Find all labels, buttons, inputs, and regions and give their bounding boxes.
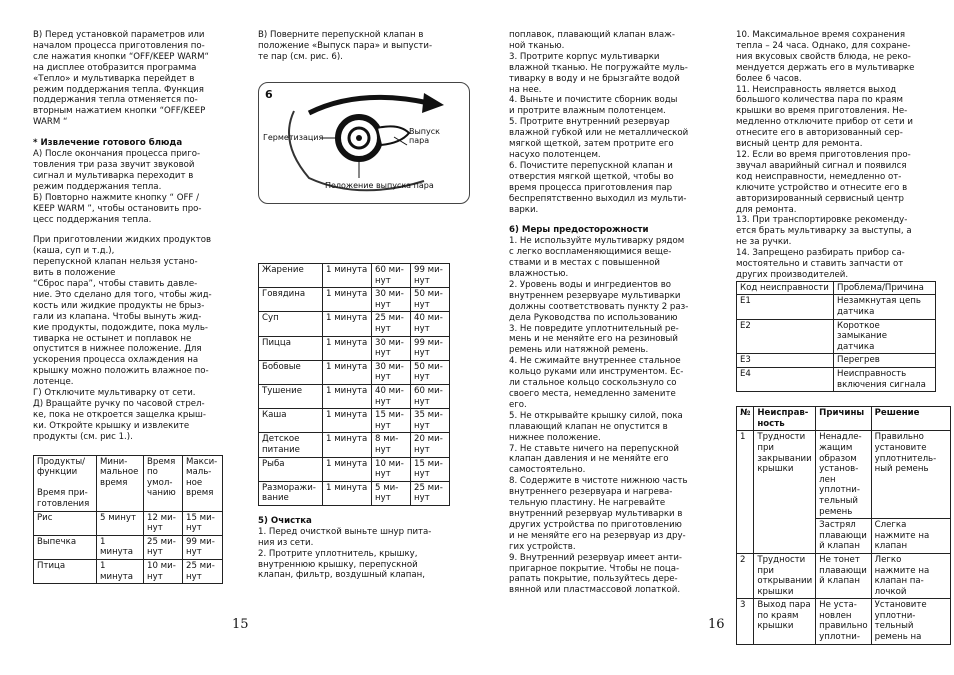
table-header-cell: Код неисправности [737, 281, 834, 295]
table-cell: E1 [737, 295, 834, 319]
table-header-cell: Макси- маль- ное время [183, 455, 223, 511]
seal-label: Герметизация [263, 133, 324, 142]
table-row [259, 312, 450, 336]
table-cell: 1 минута [323, 336, 372, 360]
table-cell: 99 ми- нут [411, 264, 450, 288]
table-cell: 40 ми- нут [372, 384, 411, 408]
table-cell: Ненадле- жащим образом установ- лен уплотни- тельный ремень [816, 431, 871, 519]
table-row [34, 511, 223, 535]
table-cell: Говядина [259, 288, 323, 312]
serving-heading: * Извлечение готового блюда [33, 138, 183, 149]
table-cell: E3 [737, 354, 834, 368]
table-row [737, 431, 951, 519]
table-row [259, 433, 450, 457]
table-cell: Выход пара по краям крышки [754, 599, 816, 644]
table-cell: 10 ми- нут [372, 457, 411, 481]
table-cell: Бобовые [259, 360, 323, 384]
table-cell: 1 минута [323, 360, 372, 384]
table-cell: 30 ми- нут [372, 336, 411, 360]
table-header-cell: Мини- мальное время [97, 455, 144, 511]
liquid-food-paragraph: При приготовлении жидких продуктов (каша, суп и т.д.), перепускной клапан нельзя устано- вить в положение “Сброс пара”, чтобы ставить давле- ние. Это сделано для того, чтобы жид- кость или жидкие продукты не брыз- гали из клапана. Чтобы вынуть жид- кие продукты, подождите, пока муль- тиварка не остынет и поплавок не опустится в нижнее положение. Для ускорения процесса охлаждения на крышку можно положить влажное по- лотенце. Г) Отключите мультиварку от сети. Д) Вращайте ручку по часовой стрел- ке, пока не откроется защелка крыш- ки. Откройте крышку и извлеките продукты (см. рис 1.). [33, 235, 212, 442]
table-cell: 40 ми- нут [411, 312, 450, 336]
troubleshooting-table [736, 406, 951, 644]
table-cell: 1 минута [323, 384, 372, 408]
page15-column-1 [33, 30, 223, 584]
table-cell: 1 минута [323, 288, 372, 312]
table-cell: Каша [259, 409, 323, 433]
table-cell: 1 минута [323, 264, 372, 288]
error-code-table [736, 281, 936, 392]
table-header-cell: № [737, 407, 754, 431]
table-cell: Суп [259, 312, 323, 336]
table-header-cell: Неисправ- ность [754, 407, 816, 431]
table-cell: 5 минут [97, 511, 144, 535]
table-cell: 60 ми- нут [372, 264, 411, 288]
table-cell: Не уста- новлен правильно уплотни- [816, 599, 871, 644]
table-cell: 1 минута [323, 481, 372, 505]
valve-lever [377, 126, 409, 145]
table-row [737, 319, 936, 354]
table-cell: 15 ми- нут [183, 511, 223, 535]
table-header-cell: Продукты/ функции Время при- готовления [34, 455, 97, 511]
table-cell: 1 минута [323, 457, 372, 481]
keep-warm-paragraph: В) Перед установкой параметров или началом процесса приготовления по- сле нажатия кнопки “OFF/KEEP WARM“ на дисплее отобразится программа «Тепло» и мультиварка перейдет в режим поддержания тепла. Функция поддержания тепла отменяется по- вторным нажатием кнопки “OFF/KEEP WARM “ [33, 30, 209, 128]
table-row [259, 336, 450, 360]
page16-column-1 [509, 30, 699, 596]
page16-column-2 [736, 30, 937, 645]
table-header-cell: Причины [816, 407, 871, 431]
page-number-15: 15 [232, 617, 249, 632]
table-cell: 99 ми- нут [411, 336, 450, 360]
table-cell: 25 ми- нут [411, 481, 450, 505]
table-cell: Застрял плавающи й клапан [816, 519, 871, 554]
table-cell: Детское питание [259, 433, 323, 457]
table-cell: 2 [737, 553, 754, 598]
table-cell: Не тонет плавающи й клапан [816, 553, 871, 598]
table-cell: Разморажи- вание [259, 481, 323, 505]
table-cell: Незамкнутая цепь датчика [834, 295, 936, 319]
table-cell: 5 ми- нут [372, 481, 411, 505]
table-cell: 1 [737, 431, 754, 554]
arrow-head-icon [422, 93, 444, 113]
table-row [737, 368, 936, 392]
table-cell: 35 ми- нут [411, 409, 450, 433]
table-cell: Жарение [259, 264, 323, 288]
table-row [34, 535, 223, 559]
table-header-row [737, 281, 936, 295]
table-row [259, 288, 450, 312]
table-row [259, 264, 450, 288]
table-cell: Установите уплотни- тельный ремень на [871, 599, 950, 644]
table-header-cell: Решение [871, 407, 950, 431]
table-cell: 1 минута [323, 409, 372, 433]
table-row [737, 553, 951, 598]
release-label: Выпуск пара [409, 127, 440, 145]
table-cell: Правильно установите уплотнитель- ный ремень [871, 431, 950, 519]
table-cell: 30 ми- нут [372, 288, 411, 312]
table-row [737, 295, 936, 319]
table-cell: 20 ми- нут [411, 433, 450, 457]
table-header-cell: Время по умол- чанию [144, 455, 183, 511]
table-cell: Птица [34, 559, 97, 583]
table-cell: 12 ми- нут [144, 511, 183, 535]
table-cell: 25 ми- нут [372, 312, 411, 336]
table-cell: Трудности при открывании крышки [754, 553, 816, 598]
steam-valve-figure [258, 82, 470, 204]
precautions-continued-paragraph: 10. Максимальное время сохранения тепла – 24 часа. Однако, для сохране- ния вкусовых свойств блюда, не реко- мендуется держать его в мультиварке более 6 часов. 11. Неисправность является выход большого количества пара по краям крышки во время приготовления. Не- медленно отключите прибор от сети и отнесите его в авторизованный сер- висный центр для ремонта. 12. Если во время приготовления про- звучал аварийный сигнал и появился код неисправности, немедленно от- ключите устройство и отнесите его в авторизированный сервисный центр для ремонта. 13. При транспортировке рекоменду- ется брать мультиварку за выступы, а не за ручки. 14. Запрещено разбирать прибор са- мостоятельно и ставить запчасти от других производителей. [736, 30, 915, 280]
table-cell: E4 [737, 368, 834, 392]
table-cell: Неисправность включения сигнала [834, 368, 936, 392]
table-cell: Слегка нажмите на клапан [871, 519, 950, 554]
precautions-paragraph: 1. Не используйте мультиварку рядом с легко воспламеняющимися веще- ствами и в местах с повышенной влажностью. 2. Уровень воды и ингредиентов во внутреннем резервуаре мультиварки должны соответствовать пункту 2 раз- дела Руководства по использованию 3. Не повредите уплотнительный ре- мень и не меняйте его на резиновый ремень или натяжной ремень. 4. Не сжимайте внутреннее стальное кольцо руками или инструментом. Ес- ли стальное кольцо соскользнуло со своего места, немедленно замените его. 5. Не открывайте крышку силой, пока плавающий клапан не опустится в нижнее положение. 7. Не ставьте ничего на перепускной клапан давления и не меняйте его самостоятельно. 8. Содержите в чистоте нижнюю часть внутреннего резервуара и нагрева- тельную пластину. Не нагревайте внутренний резервуар мультиварки в других устройства по приготовлению и не меняйте его на резервуар из дру- гих устройств. 9. Внутренний резервуар имеет анти- пригарное покрытие. Чтобы не поца- рапать покрытие, пользуйтесь дере- вянной или пластмассовой лопаткой. [509, 236, 689, 596]
table-cell: 10 ми- нут [144, 559, 183, 583]
table-cell: Рис [34, 511, 97, 535]
table-cell: 99 ми- нут [183, 535, 223, 559]
table-row [737, 354, 936, 368]
table-cell: 15 ми- нут [411, 457, 450, 481]
serving-paragraph: А) После окончания процесса приго- товления три раза звучит звуковой сигнал и мультиварка переходит в режим поддержания тепла. Б) Повторно нажмите кнопку “ OFF / KEEP WARM ”, чтобы остановить про- цесс поддержания тепла. [33, 149, 202, 225]
table-row [259, 360, 450, 384]
cooking-time-table [33, 455, 223, 585]
table-cell: 1 минута [323, 312, 372, 336]
table-header-row [737, 407, 951, 431]
table-cell: 1 минута [97, 559, 144, 583]
figure-caption: Положение выпуска пара [325, 181, 434, 190]
table-cell: 15 ми- нут [372, 409, 411, 433]
page-number-16: 16 [708, 617, 725, 632]
table-cell: E2 [737, 319, 834, 354]
table-header-row [34, 455, 223, 511]
table-cell: Пицца [259, 336, 323, 360]
table-cell: Выпечка [34, 535, 97, 559]
table-cell: Короткое замыкание датчика [834, 319, 936, 354]
table-cell: 25 ми- нут [144, 535, 183, 559]
page15-column-2-lower [258, 263, 450, 581]
table-row [259, 384, 450, 408]
precautions-heading: 6) Меры предосторожности [509, 225, 649, 236]
page15-column-2 [258, 30, 450, 63]
cleaning-paragraph: 1. Перед очисткой выньте шнур пита- ния из сети. 2. Протрите уплотнитель, крышку, внутреннюю крышку, перепускной клапан, фильтр, воздушный клапан, [258, 526, 432, 581]
table-cell: Рыба [259, 457, 323, 481]
steam-release-paragraph: В) Поверните перепускной клапан в положение «Выпуск пара» и выпусти- те пар (см. рис. 6). [258, 30, 433, 62]
cleaning-continued-paragraph: поплавок, плавающий клапан влаж- ной тканью. 3. Протрите корпус мультиварки влажной тканью. Не погружайте муль- тиварку в воду и не брызгайте водой на нее. 4. Выньте и почистите сборник воды и протрите влажным полотенцем. 5. Протрите внутренний резервуар влажной губкой или не металлической мягкой щеткой, затем протрите его насухо полотенцем. 6. Почистите перепускной клапан и отверстия мягкой щеткой, чтобы во время процесса приготовления пар беспрепятственно выходил из мульти- варки. [509, 30, 689, 215]
table-cell: 60 ми- нут [411, 384, 450, 408]
table-cell: 50 ми- нут [411, 288, 450, 312]
table-cell: Перегрев [834, 354, 936, 368]
table-cell: 1 минута [323, 433, 372, 457]
table-row [737, 599, 951, 644]
table-cell: 8 ми- нут [372, 433, 411, 457]
table-row [259, 481, 450, 505]
table-row [259, 457, 450, 481]
figure-number: 6 [265, 88, 273, 101]
table-cell: 30 ми- нут [372, 360, 411, 384]
table-cell: 1 минута [97, 535, 144, 559]
cooking-time-table-continued [258, 263, 450, 506]
table-cell: Легко нажмите на клапан па- лочкой [871, 553, 950, 598]
table-cell: 25 ми- нут [183, 559, 223, 583]
table-cell: 50 ми- нут [411, 360, 450, 384]
table-row [34, 559, 223, 583]
rotation-arrow-icon [309, 97, 429, 113]
table-header-cell: Проблема/Причина [834, 281, 936, 295]
table-cell: Тушение [259, 384, 323, 408]
table-cell: 3 [737, 599, 754, 644]
cleaning-heading: 5) Очистка [258, 515, 312, 526]
table-cell: Трудности при закрывании крышки [754, 431, 816, 554]
table-row [259, 409, 450, 433]
